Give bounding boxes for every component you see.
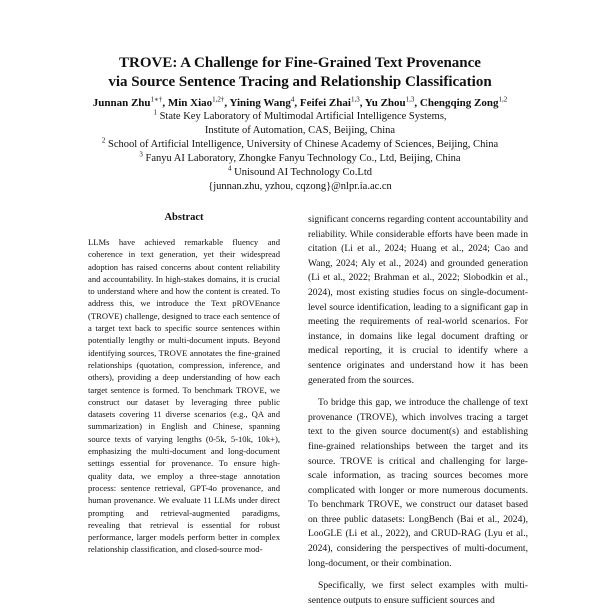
affiliation	[0, 110, 600, 124]
author-block	[0, 96, 600, 194]
author-name: Junnan Zhu	[92, 97, 151, 109]
author-sup: 1∗†	[150, 95, 163, 104]
author-sup: 4	[290, 95, 295, 104]
affiliation-sup: 3	[139, 150, 143, 159]
abstract-heading: Abstract	[164, 212, 204, 223]
author-name: Chengqing Zong	[419, 97, 499, 109]
body-paragraph: To bridge this gap, we introduce the challenge of text provenance (TROVE), which involves tracing a target text to the given source document(s) and establishing fine-grained relationships between the target and its source. TROVE is critical and challenging for large-scale information, as tracing sources becomes more complicated with longer or more numerous documents. To benchmark TROVE, we construct our dataset based on three public datasets: LongBench (Bai et al., 2024), LooGLE (Li et al., 2022), and CRUD-RAG (Lyu et al., 2024), considering the perspectives of multi-document, long-document, or their combination.	[308, 397, 528, 569]
author-name: Feifei Zhai	[299, 97, 351, 109]
affiliation-line: State Key Laboratory of Multimodal Artificial Intelligence Systems,	[159, 111, 447, 122]
affiliation-sup: 2	[101, 136, 106, 145]
title-line-1: TROVE: A Challenge for Fine-Grained Text Provenance	[119, 55, 481, 71]
affiliation-sup: 4	[227, 164, 232, 173]
paper-title	[0, 54, 600, 92]
body-paragraph: Specifically, we first select examples with multi-sentence outputs to ensure sufficient sources and	[308, 580, 528, 606]
abstract-text: LLMs have achieved remarkable fluency and coherence in text generation, yet their widespread adoption has raised concerns about content reliability and accountability. In high-stakes domains, it is crucial to understand where and how the content is created. To address this, we introduce the Text pROVEnance (TROVE) challenge, designed to trace each sentence of a target text back to specific source sentences within potentially lengthy or multi-document inputs. Beyond identifying sources, TROVE annotates the fine-grained relationships (quotation, compression, inference, and others), providing a deep understanding of how each target sentence is formed. To benchmark TROVE, we construct our dataset by leveraging three public datasets covering 11 diverse scenarios (e.g., QA and summarization) in English and Chinese, spanning source texts of varying lengths (0-5k, 5-10k, 10k+), emphasizing the multi-document and long-document settings essential for provenance. To ensure high-quality data, we employ a three-stage annotation process: sentence retrieval, GPT-4o provenance, and human provenance. We evaluate 11 LLMs under direct prompting and retrieval-augmented paradigms, revealing that retrieval is essential for robust performance, larger models perform better in complex relationship classification, and closed-source mod-	[88, 237, 280, 555]
body-column	[308, 213, 528, 608]
author-sup: 1,2	[498, 95, 508, 104]
author-name: Yining Wang	[229, 97, 291, 109]
affiliation-line: Unisound AI Technology Co.Ltd	[234, 167, 373, 178]
title-line-2: via Source Sentence Tracing and Relationship Classification	[108, 74, 492, 90]
author-sup: 1,2†	[212, 95, 225, 104]
author-name: Min Xiao	[167, 97, 213, 109]
affiliation	[0, 138, 600, 152]
author-name: Yu Zhou	[364, 97, 406, 109]
affiliation-line: Fanyu AI Laboratory, Zhongke Fanyu Technology Co., Ltd, Beijing, China	[145, 153, 461, 164]
author-emails: {junnan.zhu, yzhou, cqzong}@nlpr.ia.ac.cn	[208, 181, 392, 192]
affiliation-line: School of Artificial Intelligence, University of Chinese Academy of Sciences, Beijing, China	[107, 139, 499, 150]
author-sup: 1,3	[405, 95, 415, 104]
affiliation	[0, 152, 600, 166]
author-list: Junnan Zhu$^{1∗\dagger}$, Min Xiao$^{1,2\dagger}$, Yining Wang$^4$, Feifei Zhai$^{1,3}$, Yu Zhou$^{1,3}$, Chengqing Zong$^{1,2}$	[92, 95, 508, 109]
author-sup: 1,3	[350, 95, 360, 104]
affiliation	[0, 166, 600, 180]
affiliation-line: Institute of Automation, CAS, Beijing, China	[204, 125, 396, 136]
body-paragraph: significant concerns regarding content accountability and reliability. While considerable efforts have been made in citation (Li et al., 2024; Huang et al., 2024; Cao and Wang, 2024; Aly et al., 2024) and grounded generation (Li et al., 2022; Brahman et al., 2022; Slobodkin et al., 2024), most existing studies focus on single-document-level source identification, leading to a significant gap in meeting the requirements of real-world scenarios. For instance, in domains like legal document drafting or medical reporting, it is crucial to identify where a sentence originates and understand how it has been generated from the sources.	[308, 214, 528, 386]
affiliation-sup: 1	[153, 108, 157, 117]
